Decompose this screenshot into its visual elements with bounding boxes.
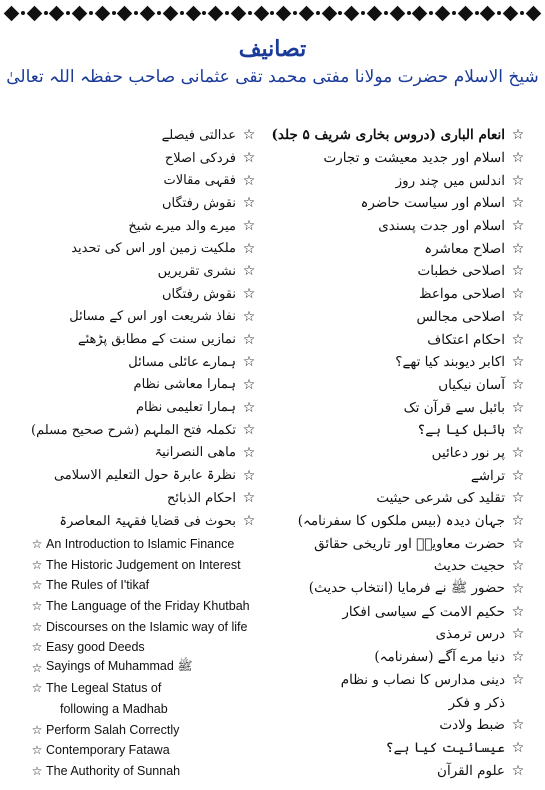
border-diamond-icon [51,8,62,19]
book-title: The Rules of I'tikaf [46,578,150,593]
star-bullet-icon: ☆ [511,467,525,484]
book-list-item [28,374,258,397]
book-title: Easy good Deeds [46,640,145,655]
decorative-border [0,4,545,22]
border-dot-icon [384,11,388,15]
book-title: اصلاح معاشرہ [424,240,505,257]
star-bullet-icon: ☆ [242,150,256,167]
star-bullet-icon: ☆ [242,331,256,348]
book-list-item [28,283,258,306]
star-bullet-icon: ☆ [511,535,525,552]
book-list-item [28,124,258,147]
book-title: آسان نیکیاں [438,376,505,393]
border-diamond-icon [528,8,539,19]
border-dot-icon [270,11,274,15]
book-list-item [28,306,258,329]
border-dot-icon [293,11,297,15]
border-dot-icon [248,11,252,15]
star-bullet-icon: ☆ [511,717,525,734]
book-title: The Legeal Status of [46,681,162,696]
book-list-item [265,124,527,147]
border-diamond-icon [392,8,403,19]
book-list-item [265,147,527,170]
book-title: Perform Salah Correctly [46,722,180,737]
book-title: انعام الباری (دروس بخاری شریف ۵ جلد) [271,127,505,144]
book-title: تکملہ فتح الملہم (شرح صحیح مسلم) [31,422,236,438]
book-list-item [265,306,527,329]
book-title: فردکی اصلاح [164,150,236,166]
star-bullet-icon: ☆ [511,286,525,303]
book-list-item [28,464,258,487]
book-list-item [265,442,527,465]
star-bullet-icon: ☆ [242,422,256,439]
book-title: اسلام اور جدت پسندی [378,218,505,235]
border-dot-icon [475,11,479,15]
book-title: اصلاحی خطبات [417,263,505,280]
book-title: دینی مدارس کا نصاب و نظام [340,671,505,688]
book-list-item [265,737,527,760]
book-title: ہمارے عائلی مسائل [128,354,236,370]
book-title: اندلس میں چند روز [395,172,505,189]
book-title: نمازیں سنت کے مطابق پڑھئے [77,332,236,348]
star-bullet-icon: ☆ [511,490,525,507]
book-title: ملکیت زمین اور اس کی تحدید [71,241,236,257]
book-title: Contemporary Fatawa [46,743,170,758]
border-dot-icon [157,11,161,15]
book-title: Sayings of Muhammad ﷺ [46,658,193,673]
star-bullet-icon: ☆ [511,172,525,189]
english-book-item [30,575,280,596]
book-title: عیسائیت کیا ہے؟ [385,739,505,756]
book-list-item [265,510,527,533]
book-list-item [28,351,258,374]
book-title: اسلام اور جدید معیشت و تجارت [323,150,505,167]
star-bullet-icon: ☆ [511,308,525,325]
book-title: following a Madhab [60,702,168,717]
book-title: تراشے [470,467,505,484]
english-book-item [30,534,280,555]
border-dot-icon [66,11,70,15]
english-book-item [30,740,280,761]
border-diamond-icon [165,8,176,19]
border-dot-icon [21,11,25,15]
book-title: حضرت معاویہؓ اور تاریخی حقائق [314,535,505,552]
english-book-item [30,616,280,637]
border-diamond-icon [97,8,108,19]
book-list-item [28,192,258,215]
book-list-item [265,215,527,238]
star-bullet-icon: ☆ [511,739,525,756]
english-book-item [30,719,280,740]
star-bullet-icon: ☆ [31,619,43,634]
book-list-item [28,396,258,419]
star-bullet-icon: ☆ [511,376,525,393]
border-dot-icon [497,11,501,15]
star-bullet-icon: ☆ [511,444,525,461]
book-list-item [265,283,527,306]
book-list-item [265,487,527,510]
book-list-item [265,578,527,601]
border-diamond-icon [460,8,471,19]
star-bullet-icon: ☆ [511,263,525,280]
border-diamond-icon [346,8,357,19]
english-book-item [30,678,280,699]
border-diamond-icon [119,8,130,19]
star-bullet-icon: ☆ [31,640,43,655]
book-title: درس ترمذی [435,626,505,643]
book-title: فقہی مقالات [163,173,236,189]
english-book-item [30,596,280,617]
border-dot-icon [520,11,524,15]
star-bullet-icon: ☆ [242,263,256,280]
book-title: The Authority of Sunnah [46,763,181,778]
book-list-item [265,464,527,487]
star-bullet-icon: ☆ [511,240,525,257]
star-bullet-icon: ☆ [511,127,525,144]
border-diamond-icon [482,8,493,19]
border-diamond-icon [6,8,17,19]
book-list-item [265,260,527,283]
book-list-item [265,669,527,692]
book-list-item [265,351,527,374]
book-list-item [265,646,527,669]
book-title: The Language of the Friday Khutbah [46,599,250,614]
star-bullet-icon: ☆ [31,681,43,696]
book-title: احکام اعتکاف [427,331,505,348]
book-list-item [28,487,258,510]
book-list-item [28,260,258,283]
book-title: نقوش رفتگاں [161,195,236,211]
star-bullet-icon: ☆ [242,218,256,235]
book-title: دنیا مرے آگے (سفرنامہ) [374,649,505,666]
border-diamond-icon [29,8,40,19]
book-title: تقلید کی شرعی حیثیت [376,490,505,507]
star-bullet-icon: ☆ [242,240,256,257]
book-list-item [265,237,527,260]
star-bullet-icon: ☆ [242,127,256,144]
book-list-item [265,396,527,419]
star-bullet-icon: ☆ [242,467,256,484]
book-title: نقوش رفتگاں [161,286,236,302]
star-bullet-icon: ☆ [242,376,256,393]
border-diamond-icon [256,8,267,19]
book-title: اسلام اور سیاست حاضرہ [360,195,505,212]
book-list-item [28,510,258,533]
book-title: نشری تقریریں [157,263,236,279]
book-title: بائبل کیا ہے؟ [417,422,505,439]
star-bullet-icon: ☆ [511,354,525,371]
border-dot-icon [429,11,433,15]
star-bullet-icon: ☆ [242,354,256,371]
author-subtitle: شیخ الاسلام حضرت مولانا مفتی محمد تقی عثمانی صاحب حفظہ اللہ تعالیٰ [6,67,539,87]
book-title: نفاذ شریعت اور اس کے مسائل [69,309,236,325]
book-list-item [265,555,527,578]
star-bullet-icon: ☆ [242,172,256,189]
star-bullet-icon: ☆ [31,578,43,593]
star-bullet-icon: ☆ [511,581,525,598]
star-bullet-icon: ☆ [511,671,525,688]
star-bullet-icon: ☆ [31,660,43,675]
star-bullet-icon: ☆ [511,150,525,167]
star-bullet-icon: ☆ [511,422,525,439]
left-column-list [28,124,258,532]
border-diamond-icon [142,8,153,19]
book-title: اصلاحی مجالس [416,308,505,325]
book-title: جہان دیدہ (بیس ملکوں کا سفرنامہ) [297,513,505,530]
book-list-item [265,192,527,215]
book-title: حکیم الامت کے سیاسی افکار [342,603,505,620]
book-title: بائبل سے قرآن تک [403,399,505,416]
book-list-item [265,623,527,646]
book-title: حجیت حدیث [433,558,505,575]
book-list-item [28,328,258,351]
border-diamond-icon [324,8,335,19]
border-dot-icon [202,11,206,15]
star-bullet-icon: ☆ [511,399,525,416]
border-dot-icon [225,11,229,15]
border-dot-icon [89,11,93,15]
book-title: عدالتی فیصلے [161,127,236,143]
english-book-item [30,761,280,782]
book-list-item [28,215,258,238]
book-list-item [28,442,258,465]
border-dot-icon [316,11,320,15]
border-dot-icon [134,11,138,15]
star-bullet-icon: ☆ [31,722,43,737]
star-bullet-icon: ☆ [242,195,256,212]
border-dot-icon [361,11,365,15]
star-bullet-icon: ☆ [242,286,256,303]
star-bullet-icon: ☆ [511,331,525,348]
book-title: پر نور دعائیں [431,444,505,461]
border-dot-icon [452,11,456,15]
english-books-list [30,534,280,781]
border-diamond-icon [278,8,289,19]
star-bullet-icon: ☆ [511,762,525,779]
book-list-item [265,691,527,714]
book-title: علوم القرآن [437,762,505,779]
book-title: ہمارا تعلیمی نظام [135,400,236,416]
star-bullet-icon: ☆ [242,399,256,416]
star-bullet-icon: ☆ [31,743,43,758]
english-book-item [30,699,280,720]
book-title: اکابر دیوبند کیا تھے؟ [395,354,505,371]
book-list-item [28,169,258,192]
english-book-item [30,658,280,679]
book-list-item [265,714,527,737]
book-list-item [265,532,527,555]
star-bullet-icon: ☆ [511,218,525,235]
star-bullet-icon: ☆ [31,557,43,572]
english-book-item [30,637,280,658]
border-diamond-icon [369,8,380,19]
book-list-item [265,600,527,623]
star-bullet-icon: ☆ [242,490,256,507]
page-title: تصانیف [238,36,307,62]
book-title: ہمارا معاشی نظام [133,377,236,393]
book-list-item [265,759,527,782]
book-list-item [28,147,258,170]
star-bullet-icon: ☆ [511,558,525,575]
border-dot-icon [112,11,116,15]
book-title: نظرۃ عابرۃ حول التعلیم الاسلامی [53,468,236,484]
star-bullet-icon: ☆ [511,626,525,643]
book-list-item [265,328,527,351]
right-column-list [265,124,527,782]
star-bullet-icon: ☆ [31,537,43,552]
border-diamond-icon [505,8,516,19]
star-bullet-icon: ☆ [31,763,43,778]
book-title: احکام الذبائح [167,490,236,506]
book-title: ماھی النصرانیۃ [154,445,236,461]
book-title: میرے والد میرے شیخ [128,218,236,234]
book-list-item [265,169,527,192]
border-diamond-icon [414,8,425,19]
border-diamond-icon [233,8,244,19]
book-list-item [265,374,527,397]
book-list-item [265,419,527,442]
border-diamond-icon [210,8,221,19]
star-bullet-icon: ☆ [511,513,525,530]
border-diamond-icon [437,8,448,19]
star-bullet-icon: ☆ [31,599,43,614]
book-title: The Historic Judgement on Interest [46,557,241,572]
border-dot-icon [407,11,411,15]
star-bullet-icon: ☆ [511,195,525,212]
book-list-item [28,237,258,260]
book-title: اصلاحی مواعظ [419,286,505,303]
border-diamond-icon [188,8,199,19]
book-list-item [28,419,258,442]
star-bullet-icon: ☆ [242,308,256,325]
english-book-item [30,555,280,576]
book-title: An Introduction to Islamic Finance [46,537,235,552]
star-bullet-icon: ☆ [242,444,256,461]
book-title: ذکر و فکر [448,694,505,711]
border-dot-icon [180,11,184,15]
star-bullet-icon: ☆ [511,603,525,620]
book-title: ضبط ولادت [439,717,505,734]
border-dot-icon [338,11,342,15]
book-title: بحوث فی قضایا فقہیۃ المعاصرۃ [59,513,236,529]
book-title: حضور ﷺ نے فرمایا (انتخاب حدیث) [308,580,505,597]
book-title: Discourses on the Islamic way of life [46,619,248,634]
border-diamond-icon [74,8,85,19]
border-diamond-icon [301,8,312,19]
star-bullet-icon: ☆ [242,513,256,530]
star-bullet-icon: ☆ [511,649,525,666]
border-dot-icon [44,11,48,15]
